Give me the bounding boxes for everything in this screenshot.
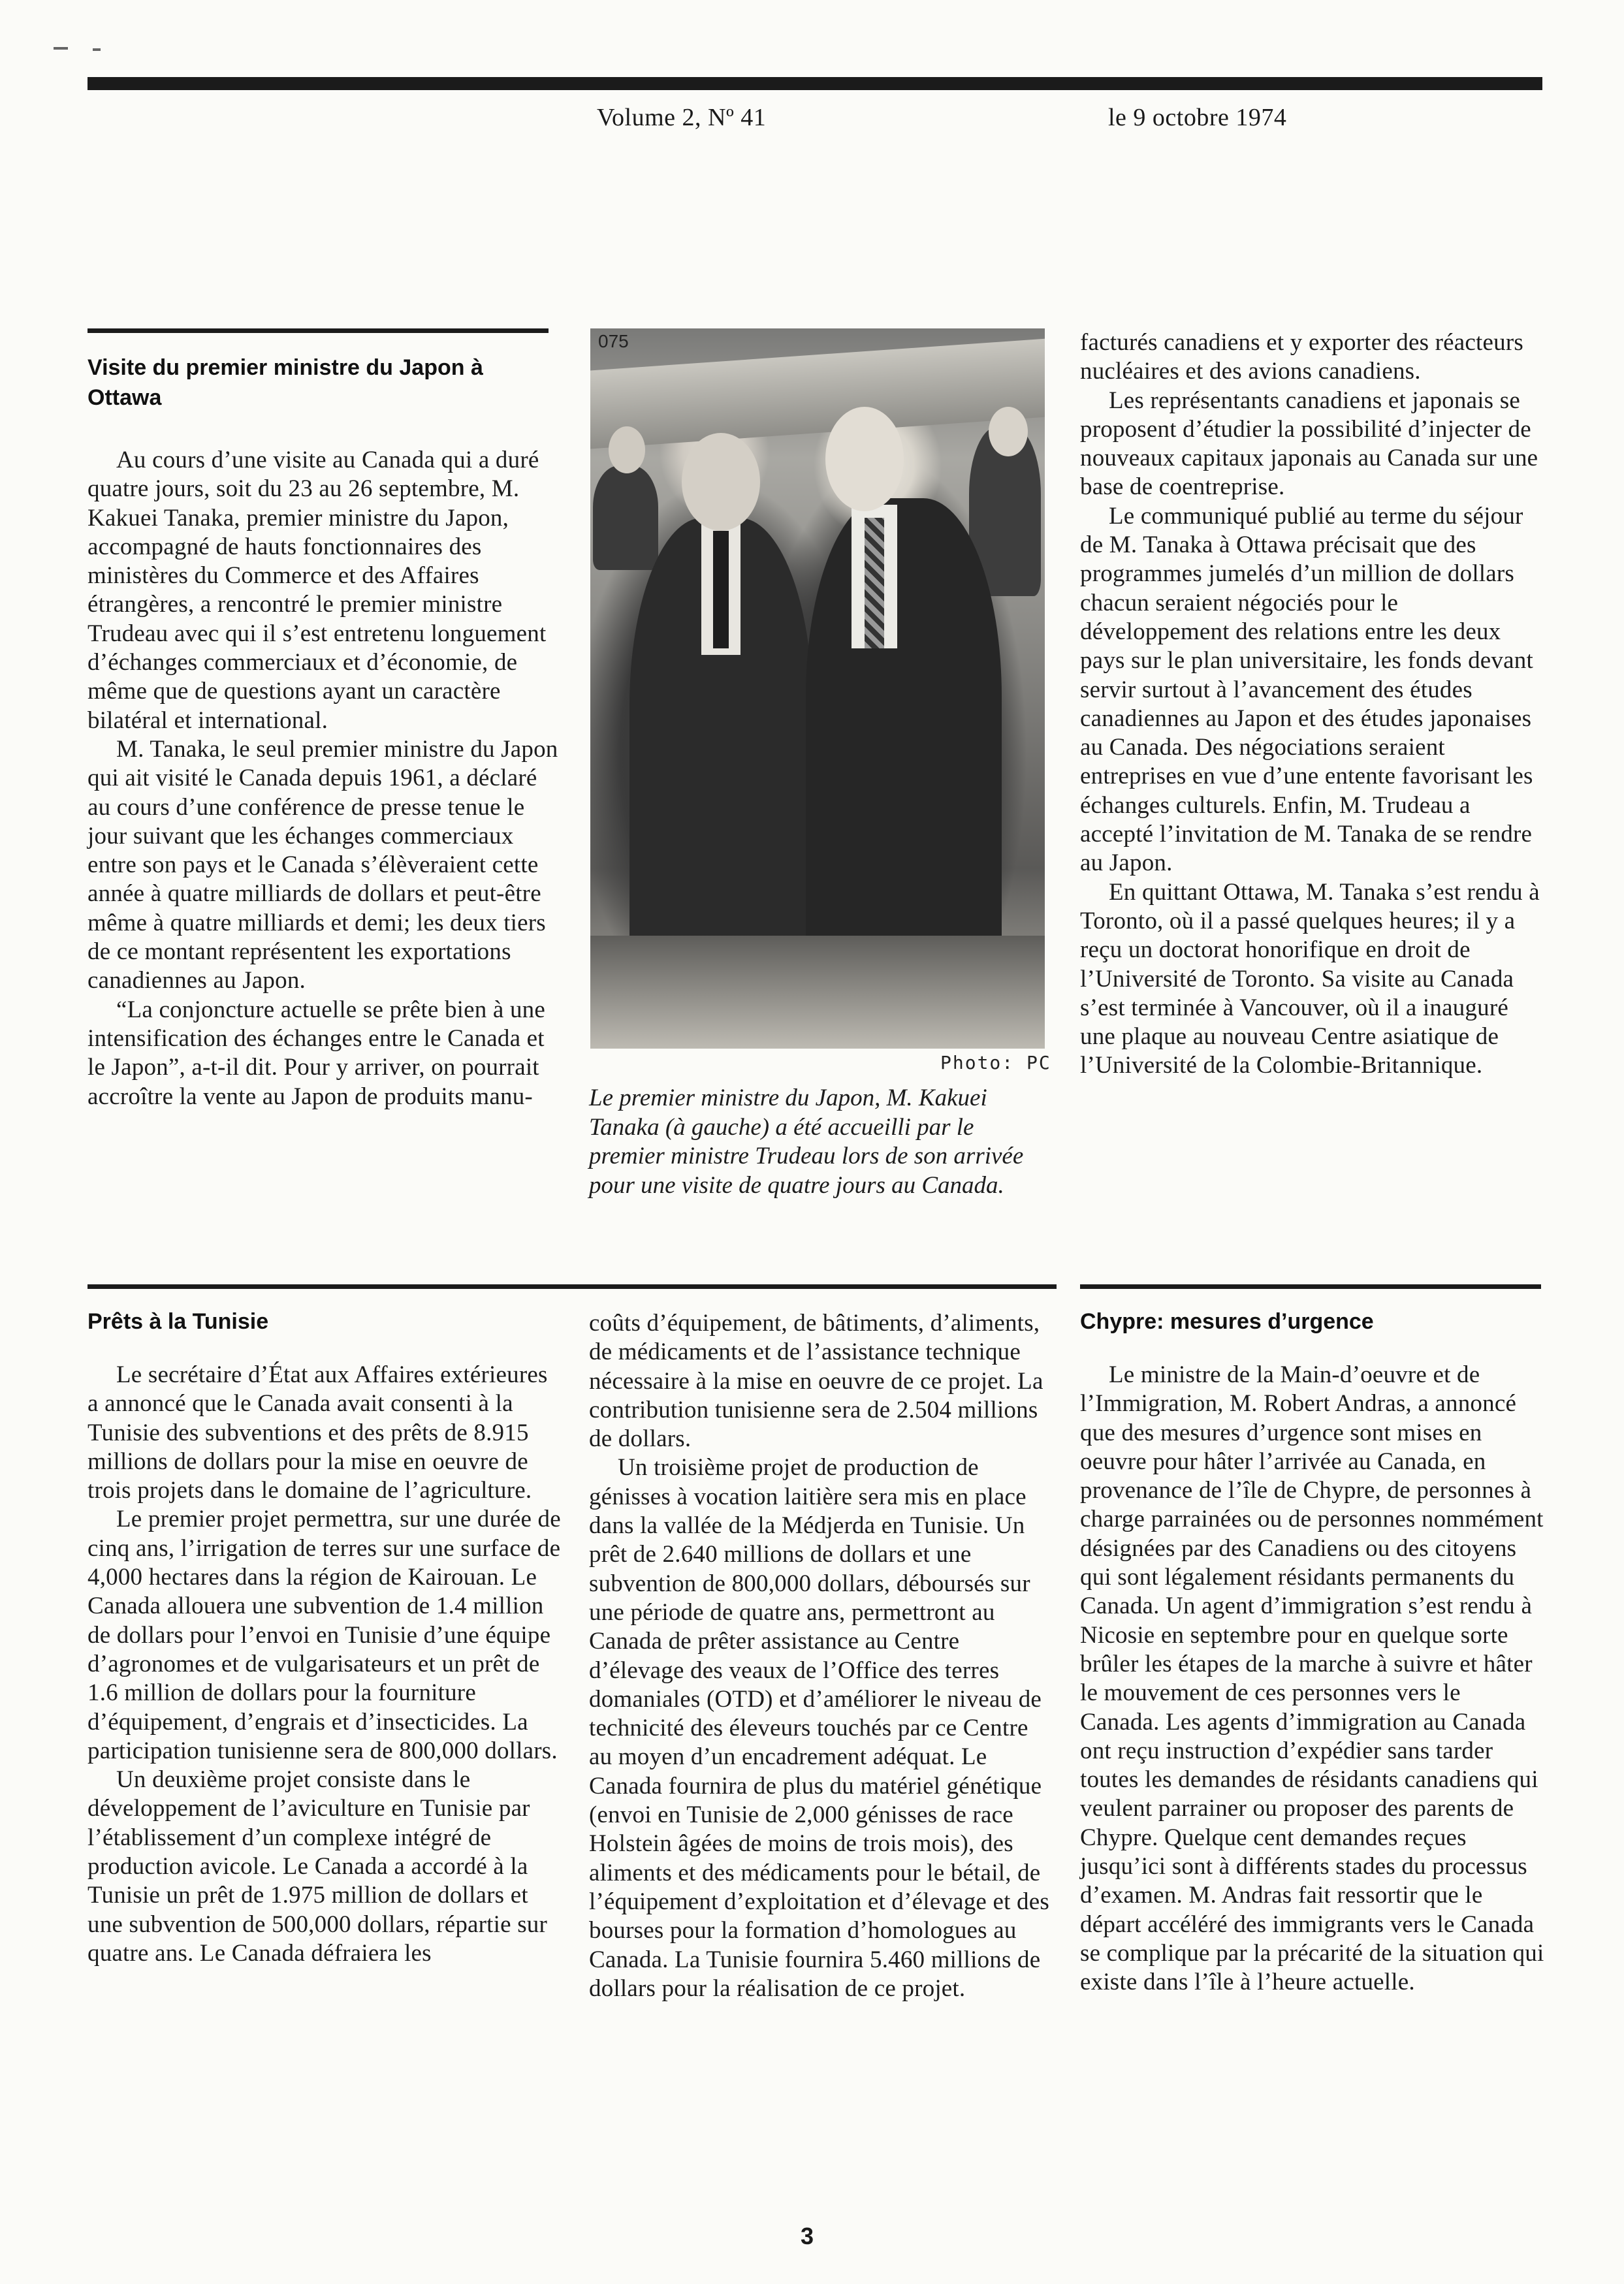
paragraph: Un deuxième projet consiste dans le développement de l’aviculture en Tunisie par l’établissement d’un complexe intégré de production avicole. Le Canada a accordé à la Tunisie un prêt de 1.975 million de dollars et une subvention de 500,000 dollars, répartie sur quatre ans. Le Canada défraiera les: [88, 1766, 548, 1967]
cyprus-column: [1080, 1361, 1545, 1997]
issue-date: le 9 octobre 1974: [1108, 104, 1287, 131]
masthead-bar: [88, 77, 1542, 90]
page-number: 3: [801, 2223, 814, 2249]
paragraph: M. Tanaka, le seul premier ministre du Japon qui ait visité le Canada depuis 1961, a déclaré au cours d’une conférence de presse tenue le jour suivant que les échanges commerciaux entre son pays et le Canada s’élèveraient cette année à quatre milliards de dollars et peut-être même à quatre milliards et demi; les deux tiers de ce montant représentent les exportations canadiennes au Japon.: [88, 735, 558, 994]
paragraph: Au cours d’une visite au Canada qui a duré quatre jours, soit du 23 au 26 septembre, M. Kakuei Tanaka, premier ministre du Japon, accompagné de hauts fonctionnaires des ministères du Commerce et des Affaires étrangères, a rencontré le premier ministre Trudeau avec qui il s’est entretenu longuement d’échanges commerciaux et d’économie, de même que de questions ayant un caractère bilatéral et international.: [88, 447, 547, 734]
paragraph: Un troisième projet de production de génisses à vocation laitière sera mis en place dans la vallée de la Médjerda en Tunisie. Un prêt de 2.640 millions de dollars et une subvention de 800,000 dollars, déboursés sur une période de quatre ans, permettront au Canada de prêter assistance au Centre d’élevage des veaux de l’Office des terres domaniales (OTD) et d’améliorer le niveau de technicité des éleveurs touchés par ce Centre au moyen d’un encadrement adéquat. Le Canada fournira de plus du matériel génétique (envoi en Tunisie de 2,000 génisses de race Holstein âgées de moins de trois mois), des aliments et des médicaments pour le bétail, de l’équipement d’exploitation et d’élevage et des bourses pour la formation d’homologues au Canada. La Tunisie fournira 5.460 millions de dollars pour la réalisation de ce projet.: [589, 1454, 1049, 2002]
article-rule: [88, 328, 549, 333]
paragraph: Le communiqué publié au terme du séjour de M. Tanaka à Ottawa précisait que des programmes jumelés d’un million de dollars chacun seraient négociés pour le développement des relations entre les deux pays sur le plan universitaire, les fonds devant servir surtout à l’avancement des études canadiennes au Japon et des études japonaises au Canada. Des négociations seraient entreprises en vue d’une entente favorisant les échanges culturels. Enfin, M. Trudeau a accepté l’invitation de M. Tanaka de se rendre au Japon.: [1080, 502, 1533, 877]
tunisia-heading: Prêts à la Tunisie: [88, 1309, 269, 1334]
paragraph: Le premier projet permettra, sur une durée de cinq ans, l’irrigation de terres sur une surface de 4,000 hectares dans la région de Kairouan. Le Canada allouera une subvention de 1.4 million de dollars pour l’envoi en Tunisie d’une équipe d’agronomes et de vulgarisateurs et un prêt de 1.6 million de dollars pour la fourniture d’équipement, d’engrais et d’insecticides. La participation tunisienne sera de 800,000 dollars.: [88, 1506, 561, 1764]
photo-caption: Le premier ministre du Japon, M. Kakuei Tanaka (à gauche) a été accueilli par le premier ministre Trudeau lors de son arrivée pour une visite de quatre jours au Canada.: [589, 1085, 1024, 1199]
article-rule: [1080, 1284, 1541, 1289]
article-rule: [88, 1284, 1057, 1289]
scan-mark: [93, 48, 101, 51]
tunisia-column-1: [88, 1361, 562, 1968]
paragraph: Les représentants canadiens et japonais se proposent d’étudier la possibilité d’injecter de nouveaux capitaux japonais au Canada sur une base de coentreprise.: [1080, 387, 1538, 501]
japan-column-3: [1080, 328, 1545, 1081]
tunisia-column-2: [589, 1309, 1054, 2003]
paragraph: “La conjoncture actuelle se prête bien à une intensification des échanges entre le Canada et le Japon”, a-t-il dit. Pour y arriver, on pourrait accroître la vente au Japon de produits manu-: [88, 996, 545, 1110]
paragraph: Le ministre de la Main-d’oeuvre et de l’Immigration, M. Robert Andras, a annoncé que des mesures d’urgence sont mises en oeuvre pour hâter l’arrivée au Canada, en provenance de l’île de Chypre, de personnes à charge parrainées ou de personnes nommément désignées par des Canadiens ou des citoyens qui sont légalement résidants permanents du Canada. Un agent d’immigration s’est rendu à Nicosie en septembre pour en quelque sorte brûler les étapes de la marche à suivre et hâter le mouvement de ces personnes vers le Canada. Les agents d’immigration au Canada ont reçu instruction d’expédier sans tarder toutes les demandes de résidants canadiens qui veulent parrainer ou proposer des parents de Chypre. Quelque cent demandes reçues jusqu’ici sont à différents stades du processus d’examen. M. Andras fait ressortir que le départ accéléré des immigrants vers le Canada se complique par la précarité de la situation qui existe dans l’île à l’heure actuelle.: [1080, 1361, 1544, 1996]
paragraph: facturés canadiens et y exporter des réacteurs nucléaires et des avions canadiens.: [1080, 329, 1523, 385]
paragraph: En quittant Ottawa, M. Tanaka s’est rendu à Toronto, où il a passé quelques heures; il y a reçu un doctorat honorifique en droit de l’Université de Toronto. Sa visite au Canada s’est terminée à Vancouver, où il a inauguré une plaque au nouveau Centre asiatique de l’Université de la Colombie-Britannique.: [1080, 878, 1540, 1079]
paragraph: Le secrétaire d’État aux Affaires extérieures a annoncé que le Canada avait consenti à la Tunisie des subventions et des prêts de 8.915 millions de dollars pour la mise en oeuvre de trois projets dans le domaine de l’agriculture.: [88, 1361, 548, 1504]
scan-mark: [54, 47, 68, 50]
tanaka-trudeau-photo: [590, 328, 1045, 1049]
volume-number: Volume 2, Nº 41: [597, 104, 767, 131]
photo-credit: Photo: PC: [940, 1052, 1051, 1073]
paragraph: coûts d’équipement, de bâtiments, d’aliments, de médicaments et de l’assistance technique nécessaire à la mise en oeuvre de ce projet. La contribution tunisienne sera de 2.504 millions de dollars.: [589, 1310, 1043, 1453]
cyprus-heading: Chypre: mesures d’urgence: [1080, 1309, 1374, 1334]
aircraft-marking: 075: [598, 331, 629, 351]
japan-column-1: [88, 446, 562, 1111]
japan-heading: Visite du premier ministre du Japon à Ottawa: [88, 355, 483, 410]
